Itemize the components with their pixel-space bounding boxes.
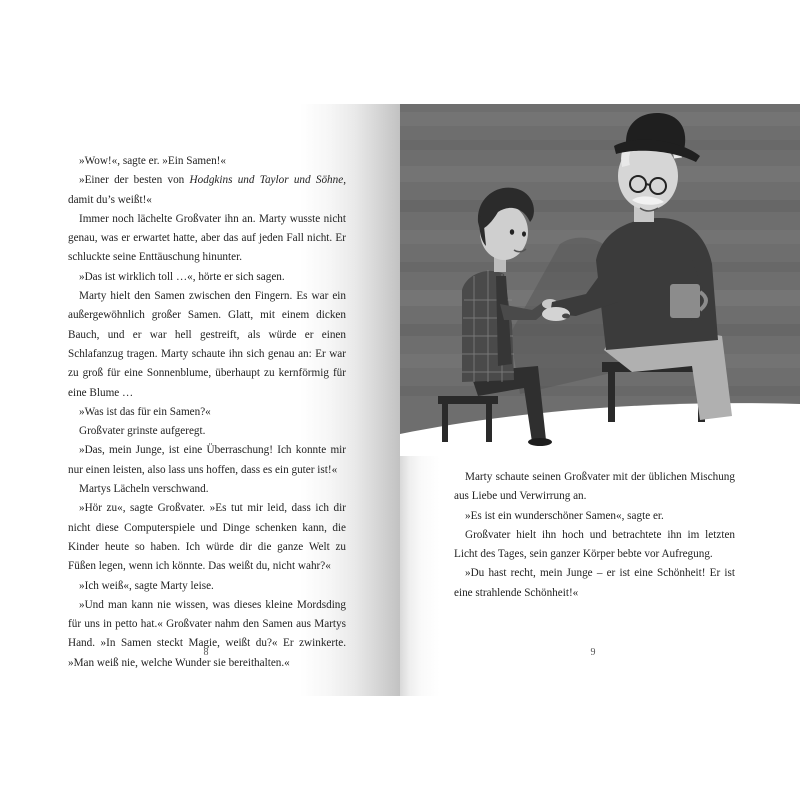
paragraph: »Das ist wirklich toll …«, hörte er sich sagen. bbox=[79, 270, 285, 283]
left-page bbox=[0, 104, 400, 696]
right-page bbox=[400, 104, 800, 696]
paragraph: »Das, mein Junge, ist eine Überraschung! Ich konnte mir nur einen leisten, also lass uns hoffen, dass es ein guter ist!« bbox=[68, 444, 346, 476]
paragraph: »Es ist ein wunderschöner Samen«, sagte er. bbox=[465, 509, 664, 522]
paragraph-with-italic: »Einer der besten von Hodgkins und Taylor und Söhne, damit du’s weißt!« bbox=[68, 174, 347, 206]
italic-company-name: Hodgkins und Taylor und Söhne bbox=[189, 174, 344, 187]
paragraph: Martys Lächeln verschwand. bbox=[79, 483, 209, 496]
paragraph: »Und man kann nie wissen, was dieses kleine Mordsding für uns in petto hat.« Großvater nahm den Samen aus Martys Hand. »In Samen steckt Magie, weißt du?« Er zwinkerte. »Man weiß nie, welche Wunder sie bereithalten.« bbox=[68, 598, 346, 669]
paragraph: Großvater hielt ihn hoch und betrachtete ihn im letzten Licht des Tages, sein ganzer Körper bebte vor Aufregung. bbox=[454, 528, 735, 561]
illustration bbox=[400, 104, 800, 456]
paragraph: Großvater grinste aufgeregt. bbox=[79, 425, 206, 438]
paragraph: »Du hast recht, mein Junge – er ist eine Schönheit! Er ist eine strahlende Schönheit!« bbox=[454, 567, 735, 599]
paragraph: »Ich weiß«, sagte Marty leise. bbox=[79, 579, 214, 592]
paragraph: »Wow!«, sagte er. »Ein Samen!« bbox=[79, 155, 226, 167]
paragraph: Immer noch lächelte Großvater ihn an. Marty wusste nicht genau, was er erwartet hatte, aber das auf jeden Fall nicht. Er schluckte seine Enttäuschung hinunter. bbox=[68, 212, 346, 264]
paragraph: Marty schaute seinen Großvater mit der üblichen Mischung aus Liebe und Verwirrung an. bbox=[454, 471, 735, 503]
right-page-text bbox=[454, 468, 735, 603]
paragraph: Marty hielt den Samen zwischen den Fingern. Es war ein außergewöhnlich großer Samen. Glatt, mit einem dicken Bauch, und er war hell gestreift, als würde er einen Schlafanzug tragen. Marty schaute ihn sich genau an: Er war zu groß für eine Sonnenblume, überhaupt zu kernförmig für eine Blume … bbox=[68, 290, 346, 399]
paragraph: »Was ist das für ein Samen?« bbox=[79, 405, 211, 418]
page-number: 9 bbox=[590, 647, 596, 658]
page-number: 8 bbox=[203, 647, 209, 658]
book-spread bbox=[0, 104, 800, 696]
left-page-text bbox=[68, 152, 346, 673]
paragraph: »Hör zu«, sagte Großvater. »Es tut mir leid, dass ich dir nicht diese Computerspiele und Dinge schenken kann, die Kinder heute so haben. Ich würde dir die ganze Welt zu Füßen legen, wenn ich könnte. Das weißt du, nicht wahr?« bbox=[68, 502, 346, 573]
